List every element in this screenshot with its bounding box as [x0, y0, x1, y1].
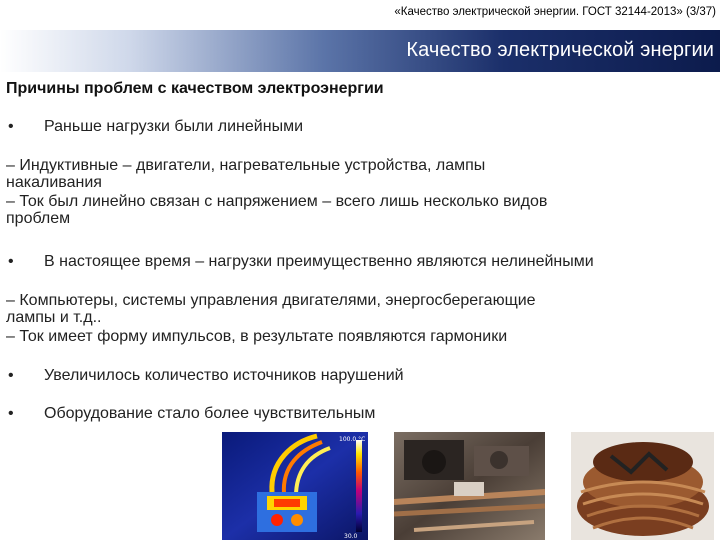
paragraph-line: проблем	[6, 210, 71, 227]
burnt-equipment-icon	[394, 432, 545, 540]
bullet-marker: •	[8, 367, 14, 384]
thermal-image-icon	[222, 432, 368, 540]
bullet-marker: •	[8, 118, 14, 135]
paragraph-line: накаливания	[6, 174, 102, 191]
paragraph-line: – Ток имеет форму импульсов, в результате появляются гармоники	[6, 328, 508, 345]
title-bar	[0, 30, 720, 72]
paragraph-line: – Ток был линейно связан с напряжением – всего лишь несколько видов	[6, 193, 548, 210]
paragraph-nonlinear-loads	[6, 291, 646, 346]
bullet-text: Увеличилось количество источников нарушений	[44, 367, 404, 384]
paragraph-line: лампы и т.д..	[6, 309, 102, 326]
bullet-marker: •	[8, 405, 14, 422]
section-heading: Причины проблем с качеством электроэнергии	[6, 80, 384, 97]
bullet-text: Раньше нагрузки были линейными	[44, 118, 303, 135]
slide-title: Качество электрической энергии	[406, 39, 714, 61]
bullet-text: Оборудование стало более чувствительным	[44, 405, 376, 422]
bullet-text: В настоящее время – нагрузки преимущественно являются нелинейными	[44, 253, 594, 270]
thermal-scale-max: 100.0 °C	[339, 436, 366, 443]
thermal-scale-min: 30.0	[344, 533, 358, 540]
bullet-marker: •	[8, 253, 14, 270]
presentation-caption: «Качество электрической энергии. ГОСТ 32144-2013» (3/37)	[394, 6, 716, 18]
burnt-coil-icon	[571, 432, 714, 540]
paragraph-line: – Индуктивные – двигатели, нагревательные устройства, лампы	[6, 157, 486, 174]
paragraph-line: – Компьютеры, системы управления двигателями, энергосберегающие	[6, 292, 536, 309]
paragraph-linear-loads	[6, 156, 646, 228]
